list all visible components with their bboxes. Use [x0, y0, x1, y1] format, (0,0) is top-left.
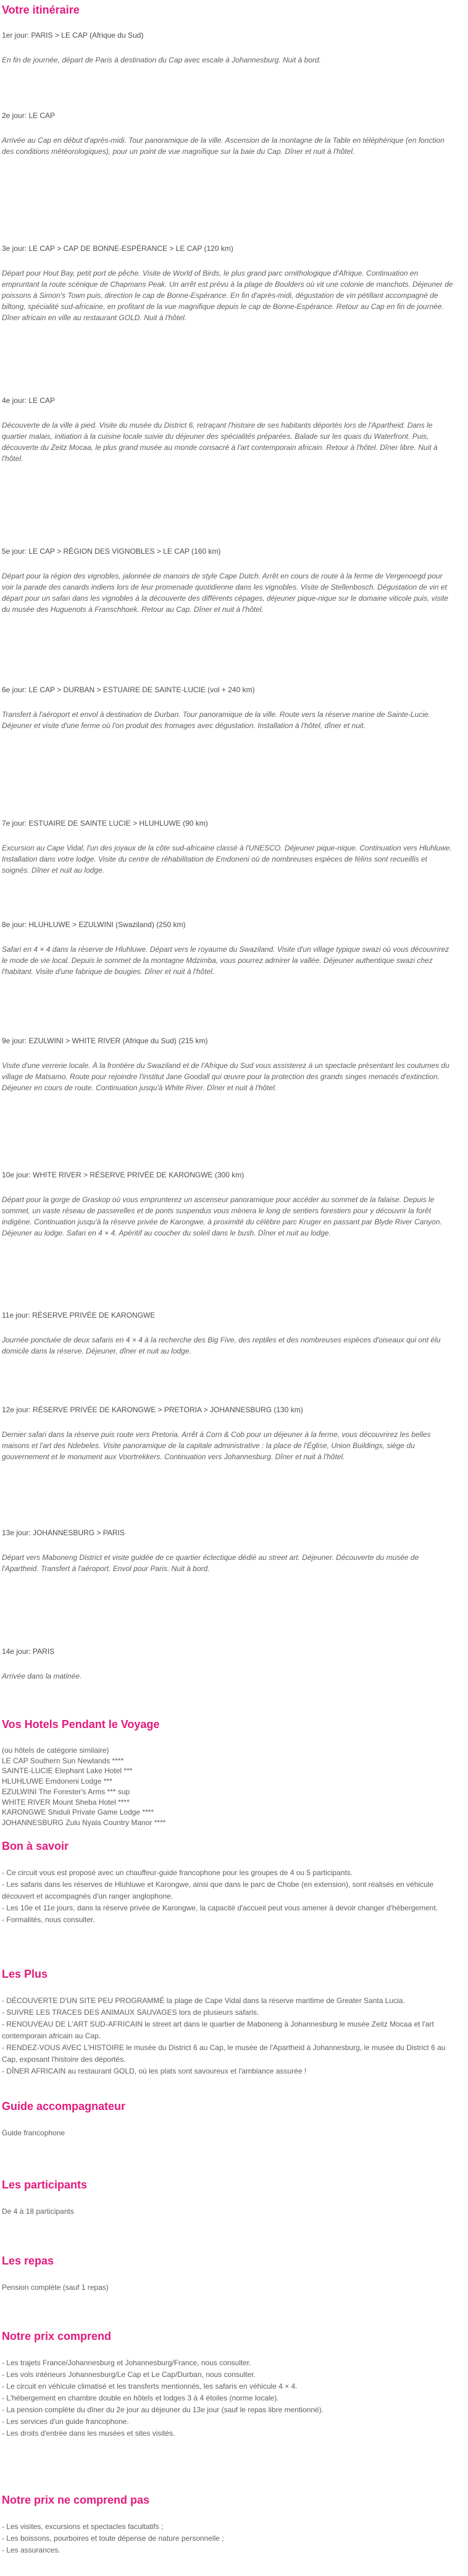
- day-7: [2, 818, 456, 876]
- day-heading: 5e jour: LE CAP > RÉGION DES VIGNOBLES > LE CAP (160 km): [2, 547, 221, 556]
- day-description: Départ pour la région des vignobles, jalonnée de manoirs de style Cape Dutch. Arrêt en cours de route à la ferme de Vergenoegd pour voir la parade des canards indiens lors de leur promenade quotidienne dans les vignobles. Visite de Stellenbosch. Dégustation de vin et départ pour un safari dans les vignobles à la découverte des différents cépages, déjeuner pique-nique sur le domaine viticole puis, visite du musée des Huguenots à Franschhoek. Retour au Cap. Dîner et nuit à l'hôtel.: [2, 572, 449, 614]
- list-item: - Les services d'un guide francophone.: [2, 2417, 129, 2426]
- list-item: KARONGWE Shiduli Private Game Lodge ****: [2, 1808, 154, 1817]
- itinerary-section-title: [2, 2, 456, 17]
- list-item: - Les visites, excursions et spectacles facultatifs ;: [2, 2522, 164, 2531]
- section-title: Notre prix comprend: [2, 2330, 112, 2342]
- day-12: [2, 1404, 456, 1462]
- meals-text: Pension complète (sauf 1 repas): [2, 2283, 109, 2292]
- list-item: - Les droits d'entrée dans les musées et sites visités.: [2, 2429, 175, 2438]
- list-item: EZULWINI The Forester's Arms *** sup: [2, 1787, 130, 1796]
- price-includes-list: [2, 2357, 456, 2439]
- list-item: - Les safaris dans les réserves de Hluhluwe et Karongwe, ainsi que dans le parc de Chobe (en extension), sont réalisés en véhicule découvert et accompagnés d'un ranger anglophone.: [2, 1880, 434, 1900]
- section-title: Vos Hotels Pendant le Voyage: [2, 1718, 160, 1731]
- section-title: Notre prix ne comprend pas: [2, 2494, 150, 2506]
- section-title: Les Plus: [2, 1968, 48, 1980]
- list-item: WHITE RIVER Mount Sheba Hotel ****: [2, 1797, 130, 1807]
- day-8: [2, 919, 456, 977]
- day-1: [2, 30, 456, 66]
- hotels-section: [2, 1717, 456, 1828]
- good-to-know-section: [2, 1839, 456, 1926]
- day-description: Excursion au Cape Vidal, l'un des joyaux de la côte sud-africaine classé à l'UNESCO. Déjeuner pique-nique. Continuation vers Hluhluwe. Installation dans votre lodge. Visite du centre de réhabilitation de Emdoneni où de nombreuses espèces de félins sont recueillis et soignés. Dîner et nuit au lodge.: [2, 844, 452, 875]
- page-title: Votre itinéraire: [2, 4, 80, 16]
- day-heading: 14e jour: PARIS: [2, 1647, 55, 1656]
- list-item: - L'hébergement en chambre double en hôtels et lodges 3 à 4 étoiles (norme locale).: [2, 2394, 279, 2402]
- day-heading: 12e jour: RÉSERVE PRIVÉE DE KARONGWE > PRETORIA > JOHANNESBURG (130 km): [2, 1405, 303, 1414]
- day-description: Découverte de la ville à pied. Visite du musée du District 6, retraçant l'histoire de ses habitants déportés lors de l'Apartheid. Dans le quartier malais, initiation à la cuisine locale suivie du déjeuner des spécialités préparées. Balade sur les quais du Waterfront. Puis, découverte du Zeitz Mocaa, le plus grand musée au monde consacré à l'art contemporain africain. Retour à l'hôtel. Dîner libre. Nuit à l'hôtel.: [2, 421, 438, 463]
- day-heading: 11e jour: RÉSERVE PRIVÉE DE KARONGWE: [2, 1311, 156, 1320]
- day-description: Départ pour la gorge de Graskop où vous emprunterez un ascenseur panoramique pour accéder au sommet de la falaise. Depuis le sommet, un vaste réseau de passerelles et de ponts suspendus vous mènera le long de sentiers forestiers pour y découvrir la forêt indigène. Continuation jusqu'à la réserve privée de Karongwe, à proximité du célèbre parc Kruger en passant par Blyde River Canyon. Déjeuner au lodge. Safari en 4 × 4. Apéritif au coucher du soleil dans le bush. Dîner et nuit au lodge.: [2, 1195, 442, 1237]
- section-title: Les repas: [2, 2255, 54, 2267]
- day-description: Transfert à l'aéroport et envol à destination de Durban. Tour panoramique de la ville. Route vers la réserve marine de Sainte-Lucie. Déjeuner et visite d'une ferme où l'on produit des fromages avec dégustation. Installation à l'hôtel, dîner et nuit.: [2, 710, 431, 730]
- section-title: Guide accompagnateur: [2, 2100, 126, 2112]
- day-description: Arrivée au Cap en début d'après-midi. Tour panoramique de la ville. Ascension de la montagne de la Table en téléphérique (en fonction des conditions météorologiques), pour un point de vue magnifique sur la baie du Cap. Dîner et nuit à l'hôtel.: [2, 136, 445, 156]
- day-2: [2, 110, 456, 157]
- day-heading: 7e jour: ESTUAIRE DE SAINTE LUCIE > HLUHLUWE (90 km): [2, 819, 208, 828]
- participants-section: [2, 2177, 456, 2217]
- participants-text: De 4 à 18 participants: [2, 2207, 74, 2216]
- list-item: - Ce circuit vous est proposé avec un chauffeur-guide francophone pour les groupes de 4 ou 5 participants.: [2, 1868, 353, 1877]
- day-heading: 4e jour: LE CAP: [2, 396, 56, 405]
- highlights-section: [2, 1967, 456, 2077]
- guide-section: [2, 2099, 456, 2138]
- day-description: Journée ponctuée de deux safaris en 4 × 4 à la recherche des Big Five, des reptiles et des nombreuses espèces d'oiseaux qui ont élu domicile dans la réserve. Déjeuner, dîner et nuit au lodge.: [2, 1336, 441, 1355]
- list-item: - Le circuit en véhicule climatisé et les transferts mentionnés, les safaris en véhicule 4 × 4.: [2, 2382, 298, 2391]
- day-heading: 3e jour: LE CAP > CAP DE BONNE-ESPÉRANCE > LE CAP (120 km): [2, 244, 233, 253]
- section-title: Les participants: [2, 2179, 88, 2191]
- list-item: - Les vols intérieurs Johannesburg/Le Cap et Le Cap/Durban, nous consulter.: [2, 2370, 256, 2379]
- list-item: - RENOUVEAU DE L'ART SUD-AFRICAIN le street art dans le quartier de Maboneng à Johannesburg le musée Zeitz Mocaa et l'art contemporain africain au Cap.: [2, 2020, 434, 2040]
- section-title: Bon à savoir: [2, 1840, 69, 1852]
- list-item: - Les assurances.: [2, 2546, 61, 2554]
- day-3: [2, 243, 456, 323]
- price-excludes-section: [2, 2493, 456, 2556]
- day-description: Dernier safari dans la réserve puis route vers Pretoria. Arrêt à Corn & Cob pour un déjeuner à la ferme, vous découvrirez les belles maisons et l'art des Ndebeles. Visite panoramique de la capitale administrative : la place de l'Église, Union Buildings, siège du gouvernement et le monument aux Voortrekkers. Continuation vers Johannesburg. Dîner et nuit à l'hôtel.: [2, 1430, 431, 1461]
- list-item: - DÎNER AFRICAIN au restaurant GOLD, où les plats sont savoureux et l'ambiance assurée !: [2, 2067, 307, 2075]
- list-item: - Les boissons, pourboires et toute dépense de nature personnelle ;: [2, 2534, 224, 2543]
- day-6: [2, 684, 456, 731]
- list-item: JOHANNESBURG Zulu Nyala Country Manor ****: [2, 1818, 166, 1827]
- day-heading: 8e jour: HLUHLUWE > EZULWINI (Swaziland) (250 km): [2, 920, 186, 929]
- good-to-know-list: [2, 1867, 456, 1926]
- day-description: Départ vers Maboneng District et visite guidée de ce quartier éclectique dédié au street art. Déjeuner. Découverte du musée de l'Apartheid. Transfert à l'aéroport. Envol pour Paris. Nuit à bord.: [2, 1553, 419, 1573]
- list-item: - RENDEZ-VOUS AVEC L'HISTOIRE le musée du District 6 au Cap, le musée de l'Apartheid à Johannesburg, le musée du District 6 au Cap, exposant l'histoire des déportés.: [2, 2043, 446, 2064]
- day-4: [2, 395, 456, 464]
- day-14: [2, 1646, 456, 1682]
- day-heading: 9e jour: EZULWINI > WHITE RIVER (Afrique du Sud) (215 km): [2, 1036, 208, 1045]
- price-excludes-list: [2, 2521, 456, 2556]
- hotel-list: [2, 1745, 456, 1828]
- list-item: - DÉCOUVERTE D'UN SITE PEU PROGRAMMÉ la plage de Cape Vidal dans la réserve maritime de Greater Santa Lucia.: [2, 1996, 405, 2005]
- day-heading: 2e jour: LE CAP: [2, 111, 56, 120]
- day-description: Arrivée dans la matinée.: [2, 1672, 82, 1680]
- day-heading: 13e jour: JOHANNESBURG > PARIS: [2, 1528, 125, 1537]
- list-item: - Les 10e et 11e jours, dans la réserve privée de Karongwe, la capacité d'accueil peut vous amener à devoir changer d'hébergement.: [2, 1904, 438, 1912]
- day-5: [2, 546, 456, 615]
- list-item: - La pension complète du dîner du 2e jour au déjeuner du 13e jour (sauf le repas libre mentionné).: [2, 2405, 324, 2414]
- day-11: [2, 1310, 456, 1357]
- list-item: HLUHLUWE Emdoneni Lodge ***: [2, 1777, 112, 1786]
- list-item: SAINTE-LUCIE Elephant Lake Hotel ***: [2, 1766, 133, 1776]
- price-includes-section: [2, 2329, 456, 2439]
- day-description: En fin de journée, départ de Paris à destination du Cap avec escale à Johannesburg. Nuit à bord.: [2, 56, 322, 64]
- day-9: [2, 1035, 456, 1093]
- guide-text: Guide francophone: [2, 2129, 65, 2137]
- day-heading: 1er jour: PARIS > LE CAP (Afrique du Sud): [2, 31, 144, 40]
- list-item: - Les trajets France/Johannesburg et Johannesburg/France, nous consulter.: [2, 2358, 251, 2367]
- day-heading: 10e jour: WHITE RIVER > RÉSERVE PRIVÉE DE KARONGWE (300 km): [2, 1171, 244, 1179]
- hotel-note: (ou hôtels de catégorie similaire): [2, 1746, 109, 1755]
- list-item: - Formalités, nous consulter.: [2, 1915, 95, 1924]
- day-10: [2, 1169, 456, 1239]
- day-13: [2, 1527, 456, 1574]
- highlights-list: [2, 1995, 456, 2077]
- day-description: Visite d'une verrerie locale. À la frontière du Swaziland et de l'Afrique du Sud vous assisterez à un spectacle présentant les coutumes du village de Matsamo. Route pour rejoindre l'institut Jane Goodall qui œuvre pour la protection des grands singes menacés d'extinction. Déjeuner en cours de route. Continuation jusqu'à White River. Dîner et nuit à l'hôtel.: [2, 1061, 449, 1092]
- list-item: LE CAP Southern Sun Newlands ****: [2, 1756, 124, 1765]
- day-description: Départ pour Hout Bay, petit port de pêche. Visite de World of Birds, le plus grand parc ornithologique d'Afrique. Continuation en empruntant la route scénique de Chapmans Peak. Un arrêt est prévu à la plage de Boulders où vit une colonie de manchots. Déjeuner de poissons à Simon's Town puis, direction le cap de Bonne-Espérance. En fin d'après-midi, dégustation de vin pétillant accompagné de biltong, spécialité sud-africaine, en profitant de la vue magnifique depuis le cap de Bonne-Espérance. Retour au Cap en fin de journée. Dîner africain en ville au restaurant GOLD. Nuit à l'hôtel.: [2, 269, 453, 322]
- day-description: Safari en 4 × 4 dans la réserve de Hluhluwe. Départ vers le royaume du Swaziland. Visite d'un village typique swazi où vous découvrirez le mode de vie local. Depuis le sommet de la montagne Mdzimba, vous pourrez admirer la vallée. Déjeuner authentique swazi chez l'habitant. Visite d'une fabrique de bougies. Dîner et nuit à l'hôtel.: [2, 945, 449, 976]
- day-heading: 6e jour: LE CAP > DURBAN > ESTUAIRE DE SAINTE-LUCIE (vol + 240 km): [2, 685, 255, 694]
- list-item: - SUIVRE LES TRACES DES ANIMAUX SAUVAGES lors de plusieurs safaris.: [2, 2008, 259, 2017]
- meals-section: [2, 2253, 456, 2293]
